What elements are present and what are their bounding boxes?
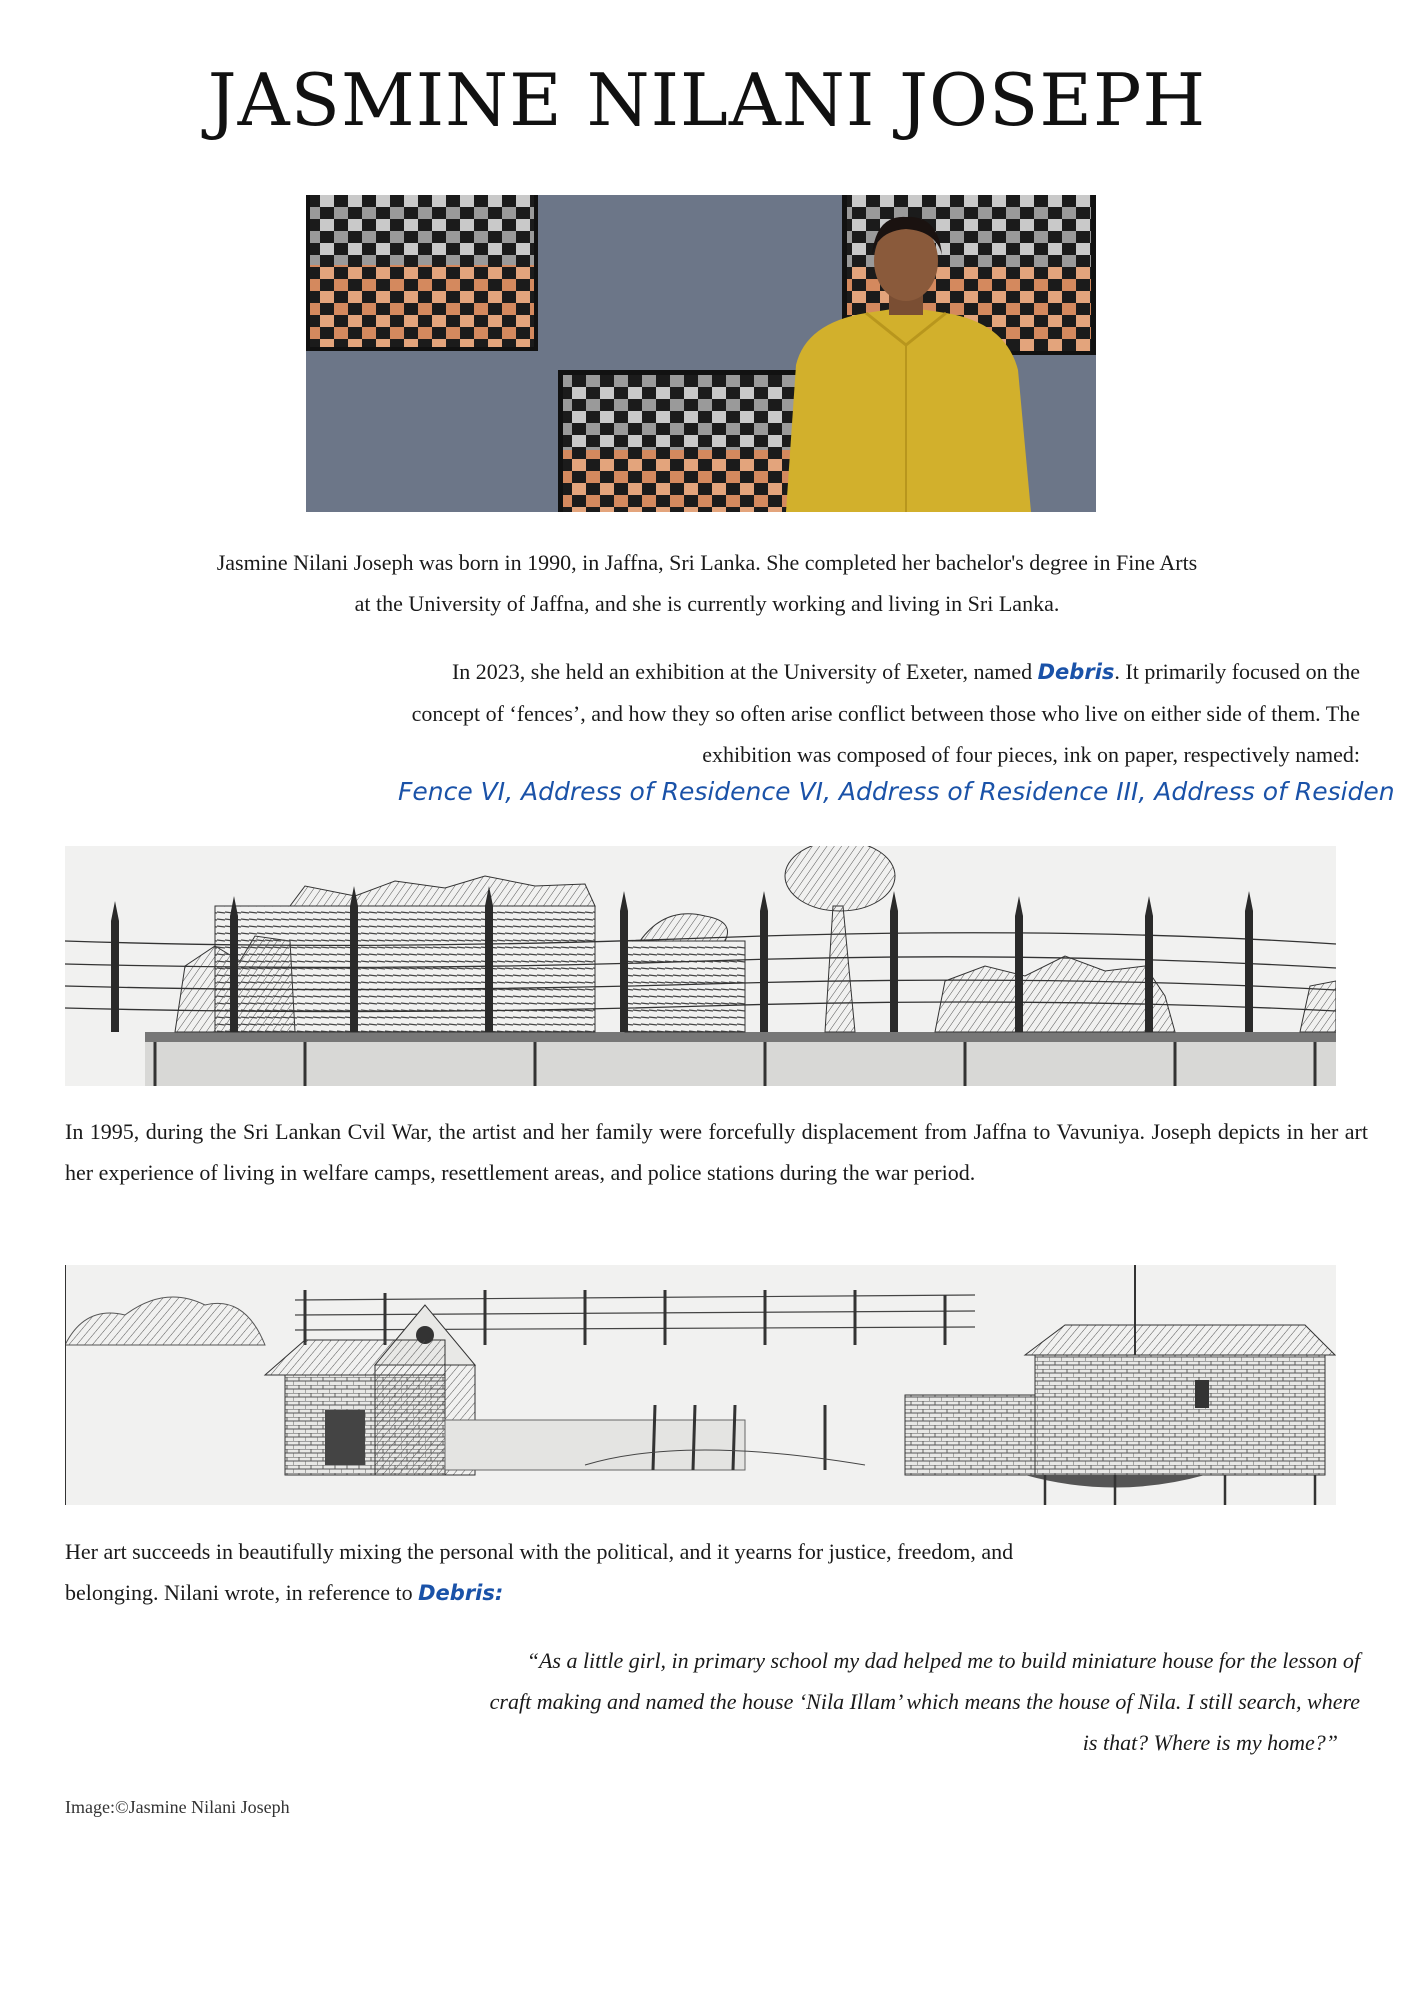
intro-paragraph [60, 542, 1354, 624]
intro-line-1: Jasmine Nilani Joseph was born in 1990, in Jaffna, Sri Lanka. She completed her bachelor's degree in Fine Arts [216, 550, 1198, 575]
image-credit: Image:©Jasmine Nilani Joseph [65, 1797, 290, 1817]
quote-line-3: is that? Where is my home?” [1082, 1730, 1338, 1755]
page-title: JASMINE NILANI JOSEPH [207, 58, 1207, 142]
exhibition-paragraph [130, 651, 1360, 775]
artist-photo [306, 195, 1096, 512]
artist-quote [260, 1640, 1360, 1763]
art-line-2: belonging. Nilani wrote, in reference to [65, 1580, 419, 1605]
history-paragraph: In 1995, during the Sri Lankan Cvil War, the artist and her family were forcefully displacement from Jaffna to Vavuniya. Joseph depicts in her art her experience of living in welfare camps, resettlement areas, and police stations during the war period. [65, 1119, 1368, 1185]
exhibition-line-3: exhibition was composed of four pieces, ink on paper, respectively named: [702, 742, 1360, 767]
houses-drawing [65, 1265, 1336, 1505]
art-paragraph [65, 1531, 1365, 1614]
quote-line-1: “As a little girl, in primary school my dad helped me to build miniature house for the lesson of [526, 1648, 1360, 1673]
art-line-1: Her art succeeds in beautifully mixing the personal with the political, and it yearns for justice, freedom, and [65, 1539, 1014, 1564]
exhibition-line-1-start: In 2023, she held an exhibition at the University of Exeter, named [451, 659, 1038, 684]
intro-line-2: at the University of Jaffna, and she is currently working and living in Sri Lanka. [354, 591, 1060, 616]
fence-drawing [65, 846, 1336, 1086]
exhibition-line-1-end: . It primarily focused on the [1114, 659, 1360, 684]
exhibition-line-2: concept of ‘fences’, and how they so often arise conflict between those who live on either side of them. The [411, 701, 1360, 726]
quote-line-2: craft making and named the house ‘Nila Illam’ which means the house of Nila. I still search, where [489, 1689, 1360, 1714]
debris-link-2[interactable]: Debris: [418, 1581, 504, 1605]
works-list[interactable]: Fence VI, Address of Residence VI, Address of Residence III, Address of Residen [398, 777, 1395, 806]
debris-link[interactable]: Debris [1037, 660, 1115, 684]
